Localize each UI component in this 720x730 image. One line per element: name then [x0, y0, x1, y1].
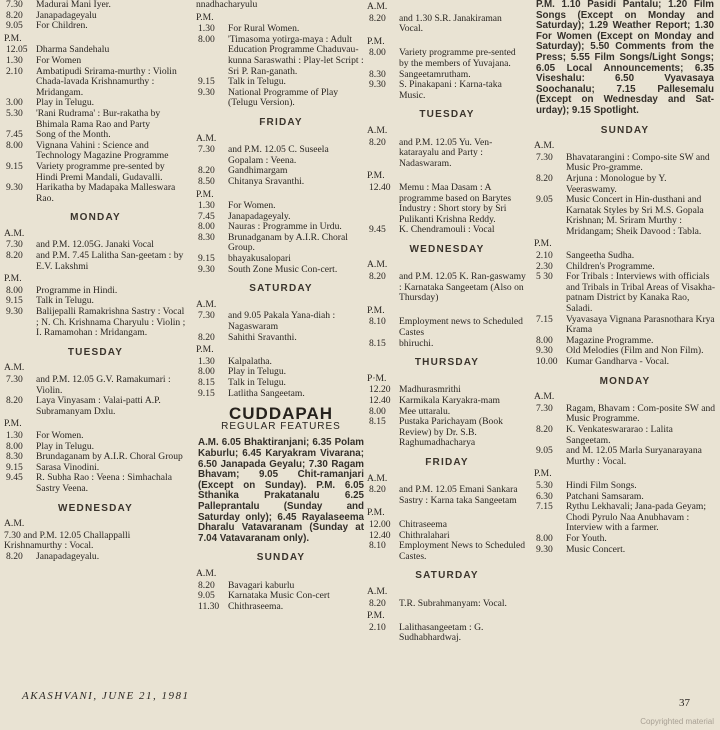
- entry-description: For Tribals : Interviews with officials and Tribals in Tribal Areas of Visakha-patnam District by Kanaka Rao, Saladi.: [566, 271, 716, 315]
- period-label: P.M.: [367, 304, 385, 316]
- period-label: P.M.: [196, 188, 214, 200]
- entry-time: 1.30: [6, 429, 23, 441]
- day-heading: SUNDAY: [256, 552, 306, 564]
- entry-description: Talk in Telugu.: [228, 377, 286, 388]
- day-heading: SUNDAY: [600, 124, 650, 136]
- entry-time: 12.40: [369, 529, 391, 541]
- schedule-entry: [4, 0, 187, 11]
- entry-time: 9.45: [369, 224, 386, 236]
- entry-description: and P.M. 12.05 C. Suseela Gopalam : Veena.: [228, 144, 329, 166]
- entry-time: 8.20: [369, 271, 386, 283]
- entry-time: 8.20: [6, 395, 23, 407]
- schedule-entry: [4, 141, 187, 162]
- entry-time: 8.30: [6, 451, 23, 463]
- entry-time: 9.05: [536, 445, 553, 457]
- entry-time: 8.00: [6, 284, 23, 296]
- schedule-entry: [4, 11, 187, 22]
- entry-description: Play in Telugu.: [36, 440, 95, 452]
- copyright-notice: Copyrighted material: [640, 717, 714, 726]
- period-label: P.M.: [4, 273, 22, 285]
- entry-description: 'Timasoma yotirga-maya : Adult Education Programme Chaduvau-kunna Saraswathi : Play-let Script : Sri P. Ran-ganath.: [228, 33, 364, 77]
- entry-time: 9.15: [198, 76, 215, 88]
- entry-time: 7.30: [198, 144, 215, 156]
- entry-time: 12.40: [369, 395, 391, 406]
- entry-time: 9.30: [198, 263, 215, 275]
- column-1: [4, 0, 187, 563]
- schedule-entry: [4, 56, 187, 67]
- entry-description: Pustaka Parichayam (Book Review) by Dr. S.B. Raghumadhacharya: [399, 416, 503, 449]
- entry-description: Children's Programme.: [566, 260, 655, 272]
- entry-time: 9.45: [6, 472, 23, 484]
- entry-description: and P.M. 12.05G. Janaki Vocal: [36, 239, 154, 251]
- entry-time: 9.30: [6, 182, 23, 194]
- entry-description: Song of the Month.: [36, 129, 111, 141]
- entry-description: For Women.: [36, 429, 84, 441]
- entry-description: Patchani Samsaram.: [566, 490, 644, 502]
- column-3: [367, 0, 527, 644]
- entry-description: and P.M. 12.05 G.V. Ramakumari : Violin.: [36, 374, 171, 396]
- period-label: P.M.: [196, 344, 214, 356]
- entry-time: 8.30: [198, 231, 215, 243]
- entry-time: 9.05: [6, 20, 23, 32]
- period-label: P.M.: [367, 35, 385, 47]
- schedule-entry: [196, 233, 366, 254]
- entry-time: 8.20: [369, 597, 386, 609]
- entry-description: Bavagari kaburlu: [228, 579, 295, 591]
- entry-description: Chitanya Sravanthi.: [228, 175, 305, 187]
- schedule-entry: [534, 174, 716, 195]
- entry-time: 12.20: [369, 384, 391, 396]
- entry-description: Arjuna : Monologue by Y. Veeraswamy.: [566, 172, 667, 195]
- day-heading: MONDAY: [70, 212, 121, 224]
- schedule-entry: [196, 311, 366, 332]
- entry-description: Harikatha by Madapaka Malleswara Rao.: [36, 182, 176, 204]
- schedule-entry: [367, 14, 527, 35]
- entry-description: and P.M. 12.05 K. Ran-gaswamy : Karnataka Sangeetam (Also on Thursday): [399, 271, 526, 304]
- schedule-entry: [4, 109, 187, 130]
- entry-time: 9.30: [369, 79, 386, 91]
- schedule-entry: [4, 375, 187, 396]
- entry-description: Ragam, Bhavam : Com-posite SW and Music Programme.: [566, 402, 716, 425]
- schedule-entry: [4, 531, 187, 552]
- schedule-entry: [367, 48, 527, 69]
- schedule-entry: [4, 286, 187, 297]
- entry-description: Talk in Telugu.: [36, 295, 94, 307]
- period-label: A.M.: [4, 227, 25, 239]
- entry-time: 8.20: [198, 579, 215, 591]
- entry-time: 9.30: [6, 306, 23, 318]
- entry-description: Sangeetamrutham.: [399, 68, 471, 80]
- entry-description: Music Concert in Hin-dusthani and Karnatak Styles by Sri M.S. Gopala Krishnan; M. Sriram Murthy : Mridangam; Sheik Davood : Tabla.: [566, 194, 704, 237]
- entry-description: Hindi Film Songs.: [566, 479, 637, 491]
- entry-description: bhayakusalopari: [228, 253, 291, 265]
- schedule-entry: [4, 251, 187, 272]
- entry-time: 8.00: [369, 47, 386, 59]
- schedule-entry: [367, 485, 527, 506]
- entry-description: 'Rani Rudrama' : Bur-rakatha by Bhimala Rama Rao and Party: [36, 107, 161, 130]
- entry-time: 8.15: [198, 377, 215, 388]
- entry-description: and P.M. 7.45 Lalitha San-geetam : by E.V. Lakshmi: [36, 250, 184, 272]
- entry-description: Variety programme pre-sented by Hindi Premi Mandali, Gudavalli.: [36, 160, 165, 183]
- entry-description: Janapadageyalu.: [36, 550, 100, 562]
- schedule-entry: [196, 35, 366, 77]
- schedule-entry: [367, 80, 527, 101]
- entry-time: 7.45: [198, 210, 215, 222]
- entry-description: K. Chendramouli : Vocal: [399, 224, 495, 236]
- entry-description: Vignana Vahini : Science and Technology Magazine Programme: [36, 139, 169, 162]
- entry-description: National Programme of Play (Telugu Version).: [228, 86, 339, 109]
- entry-description: and M. 12.05 Marla Suryanarayana Murthy : Vocal.: [566, 445, 702, 467]
- regular-features-text: A.M. 6.05 Bhaktiranjani; 6.35 Polam Kaburlu; 6.45 Karyakram Vivarana; 6.50 Janapada Geyalu; 7.30 Ragam Bhavam; 9.05 Chit-ramanjari (Except on Sunday). P.M. 6.05 Sthanika Prakatanalu 6.25 Palleprantalu (Sunday and Saturday only); 6.45 Rayalaseema Dharalu Vatavaranam (Sunday at 7.04 Vatavaranam only).: [198, 437, 364, 544]
- schedule-entry: [196, 378, 366, 389]
- schedule-entry: [196, 177, 366, 188]
- entry-time: 12.40: [369, 181, 391, 193]
- period-label: P.M.: [534, 238, 552, 250]
- entry-time: 9.15: [198, 387, 215, 399]
- entry-time: 9.15: [6, 160, 23, 172]
- entry-description: Gandhimargam: [228, 165, 288, 177]
- schedule-entry: [196, 145, 366, 166]
- entry-description: R. Subha Rao : Veena : Simhachala Sastry Veena.: [36, 472, 172, 494]
- period-label: A.M.: [196, 298, 217, 310]
- station-heading: CUDDAPAH: [228, 404, 333, 424]
- period-label: A.M.: [367, 259, 388, 271]
- schedule-entry: [367, 541, 527, 562]
- entry-time: 7.30: [198, 310, 215, 322]
- entry-description: bhiruchi.: [399, 337, 434, 349]
- entry-description: Magazine Programme.: [566, 334, 654, 346]
- schedule-entry: [534, 357, 716, 368]
- entry-description: 7.30 and P.M. 12.05 Challappalli Krishnamurthy : Vocal.: [4, 529, 131, 552]
- entry-time: 12.05: [6, 44, 28, 56]
- schedule-entry: [4, 21, 187, 32]
- entry-description: Sahithi Sravanthi.: [228, 331, 297, 343]
- schedule-entry: [534, 446, 716, 467]
- period-label: A.M.: [534, 140, 555, 152]
- entry-time: 1.30: [198, 355, 215, 367]
- schedule-entry: [4, 307, 187, 339]
- entry-time: 3.00: [6, 97, 23, 109]
- schedule-entry: [4, 67, 187, 99]
- schedule-entry: [4, 396, 187, 417]
- entry-time: 6.30: [536, 490, 553, 502]
- entry-description: For Women.: [228, 200, 276, 212]
- entry-time: 7.15: [536, 313, 553, 325]
- entry-time: 8.20: [369, 136, 386, 148]
- page-number: 37: [679, 697, 690, 709]
- schedule-entry: [367, 417, 527, 449]
- entry-time: 8.20: [6, 250, 23, 262]
- schedule-entry: [534, 481, 716, 492]
- day-heading: WEDNESDAY: [58, 502, 133, 514]
- schedule-entry: [534, 545, 716, 556]
- regular-features-text: P.M. 1.10 Pasidi Pantalu; 1.20 Film Songs (Except on Monday and Saturday); 1.29 Weather Report; 1.30 For Women (Except on Monday and Saturday); 5.50 Comments from the Press; 5.55 Film Songs/Light Songs; 6.05 Local Announcements; 6.35 Viseshalu: 6.50 Vyavasaya Soochanalu; 7.15 Pallesemalu (Except on Wednesday and Sat-urday); 9.15 Spotlight.: [536, 0, 714, 116]
- entry-time: 7.30: [6, 374, 23, 385]
- entry-description: Kumar Gandharva - Vocal.: [566, 356, 670, 367]
- entry-description: South Zone Music Con-cert.: [228, 263, 338, 275]
- period-label: P.M.: [367, 170, 385, 182]
- entry-time: 8.00: [369, 405, 386, 417]
- schedule-entry: [534, 153, 716, 174]
- entry-description: Play in Telugu.: [228, 366, 287, 378]
- schedule-entry: [196, 602, 366, 613]
- entry-time: 8.00: [6, 139, 23, 151]
- entry-time: 8.50: [198, 175, 215, 187]
- entry-description: Brundaganam by A.I.R. Choral Group: [36, 451, 183, 463]
- day-heading: WEDNESDAY: [409, 243, 485, 255]
- entry-time: 8.20: [536, 172, 553, 184]
- column-2: [196, 0, 366, 612]
- entry-description: Nauras : Programme in Urdu.: [228, 221, 342, 233]
- schedule-entry: [4, 431, 187, 442]
- entry-time: 1.30: [198, 23, 215, 35]
- entry-time: 2.10: [369, 621, 386, 633]
- entry-description: Music Concert.: [566, 543, 626, 555]
- entry-description: Old Melodies (Film and Non Film).: [566, 345, 704, 357]
- entry-description: Balijepalli Ramakrishna Sastry : Vocal ; N. Ch. Krishnama Charyulu : Violin ; I. Ramamohan : Mridangam.: [36, 306, 186, 339]
- entry-description: Bhavatarangini : Compo-site SW and Music Pro-gramme.: [566, 151, 710, 174]
- entry-description: Chithraseema.: [228, 600, 284, 612]
- day-heading: THURSDAY: [414, 357, 480, 369]
- entry-description: Memu : Maa Dasam : A programme based on Barytes Industry : Short story by Sri Pulikanti Krishna Reddy.: [399, 181, 512, 225]
- day-heading: MONDAY: [599, 375, 651, 387]
- period-label: A.M.: [367, 585, 388, 597]
- entry-time: 8.00: [198, 366, 215, 378]
- day-heading: FRIDAY: [259, 116, 303, 128]
- entry-time: 8.20: [6, 9, 23, 21]
- period-label: P.M.: [196, 11, 214, 23]
- entry-description: Dharma Sandehalu: [36, 44, 110, 56]
- entry-time: 9.30: [536, 543, 553, 555]
- entry-description: For Youth.: [566, 532, 607, 544]
- entry-description: Vyavasaya Vignana Parasnothara Krya Krama: [566, 313, 715, 336]
- entry-description: For Women: [36, 54, 82, 66]
- entry-time: 8.20: [369, 12, 386, 24]
- entry-time: 5.30: [536, 479, 553, 491]
- entry-time: 8.00: [198, 33, 215, 45]
- period-label: A.M.: [367, 472, 388, 484]
- schedule-entry: [367, 599, 527, 610]
- entry-description: and P.M. 12.05 Yu. Ven-katarayalu and Party : Nadaswaram.: [399, 136, 493, 169]
- entry-time: 9.15: [6, 295, 23, 307]
- footer-publication: AKASHVANI, JUNE 21, 1981: [22, 690, 190, 702]
- period-label: P.M.: [4, 32, 22, 44]
- entry-description: Lalithasangeetam : G. Sudhabhardwaj.: [399, 621, 484, 644]
- entry-time: 8.20: [198, 331, 215, 343]
- entry-description: S. Pinakapani : Karna-taka Music.: [399, 79, 502, 101]
- period-label: P.M.: [4, 418, 22, 430]
- entry-time: 9.30: [198, 86, 215, 98]
- schedule-entry: [534, 195, 716, 237]
- entry-time: 9.30: [536, 345, 553, 357]
- schedule-entry: [196, 265, 366, 276]
- entry-time: 9.15: [6, 461, 23, 473]
- entry-time: 8.30: [369, 68, 386, 80]
- entry-time: 5 30: [536, 271, 553, 283]
- entry-time: 1.30: [6, 54, 23, 66]
- entry-time: 8.10: [369, 540, 386, 552]
- entry-description: nnadhacharyulu: [196, 0, 258, 10]
- entry-description: Employment news to Scheduled Castes: [399, 316, 523, 339]
- entry-description: Talk in Telugu.: [228, 76, 286, 88]
- day-heading: TUESDAY: [419, 109, 475, 121]
- schedule-entry: [367, 183, 527, 225]
- entry-description: Karnataka Music Con-cert: [228, 590, 330, 602]
- entry-description: and P.M. 12.05 Emani Sankara Sastry : Karna taka Sangeetam: [399, 484, 518, 506]
- schedule-entry: [4, 183, 187, 204]
- entry-time: 8.20: [369, 484, 386, 496]
- entry-description: Play in Telugu.: [36, 97, 95, 109]
- schedule-entry: [4, 45, 187, 56]
- schedule-entry: [367, 396, 527, 407]
- schedule-entry: [196, 333, 366, 344]
- schedule-entry: [196, 389, 366, 400]
- entry-description: For Children.: [36, 20, 88, 32]
- entry-time: 7.30: [536, 402, 553, 414]
- entry-time: 8.00: [6, 440, 23, 452]
- column-4: [534, 0, 716, 555]
- entry-time: 2.10: [536, 250, 553, 262]
- entry-time: 8.15: [369, 337, 386, 349]
- period-label: A.M.: [196, 567, 217, 579]
- entry-time: 8.20: [6, 550, 23, 562]
- schedule-entry: [534, 502, 716, 534]
- schedule-entry: [367, 339, 527, 350]
- schedule-entry: [534, 534, 716, 545]
- entry-time: 9.15: [198, 253, 215, 265]
- entry-time: 2.10: [6, 65, 23, 77]
- day-heading: FRIDAY: [425, 456, 469, 468]
- entry-time: 7.30: [6, 0, 23, 10]
- schedule-entry: [4, 162, 187, 183]
- entry-time: 2.30: [536, 260, 553, 272]
- entry-description: Sangeetha Sudha.: [566, 250, 635, 262]
- period-label: A.M.: [4, 362, 25, 374]
- entry-description: Karmikala Karyakra-mam: [399, 395, 500, 406]
- day-heading: TUESDAY: [67, 346, 124, 358]
- entry-description: Janapadageyaly.: [228, 210, 291, 222]
- entry-time: 5.30: [6, 107, 23, 119]
- schedule-entry: [367, 520, 527, 531]
- section-subheading: REGULAR FEATURES: [221, 420, 341, 432]
- entry-time: 12.00: [369, 518, 391, 530]
- period-label: P.M.: [534, 468, 552, 480]
- period-label: P·M.: [367, 372, 387, 384]
- schedule-entry: [196, 0, 366, 11]
- entry-time: 7.15: [536, 501, 553, 513]
- schedule-entry: [534, 404, 716, 425]
- schedule-entry: [534, 425, 716, 446]
- period-label: A.M.: [534, 391, 555, 403]
- entry-description: Kalpalatha.: [228, 355, 272, 367]
- period-label: A.M.: [196, 132, 217, 144]
- entry-description: Laya Vinyasam : Valai-patti A.P. Subramanyam Dxlu.: [36, 395, 161, 417]
- period-label: A.M.: [367, 1, 388, 12]
- entry-description: Janapadageyalu: [36, 9, 97, 21]
- schedule-entry: [534, 272, 716, 314]
- entry-description: K. Venkateswararao : Lalita Sangeetam.: [566, 423, 673, 446]
- entry-time: 8.00: [536, 334, 553, 346]
- period-label: A.M.: [367, 124, 388, 136]
- period-label: P.M.: [367, 507, 385, 519]
- schedule-entry: [367, 272, 527, 304]
- schedule-entry: [196, 88, 366, 109]
- entry-time: 9.05: [536, 194, 553, 206]
- entry-description: T.R. Subrahmanyam: Vocal.: [399, 597, 507, 609]
- period-label: A.M.: [4, 518, 25, 530]
- entry-time: 7.45: [6, 129, 23, 141]
- entry-time: 7.30: [6, 239, 23, 251]
- entry-description: Ambatipudi Srirama-murthy : Violin Chada-lavada Krishnamurthy : Mridangam.: [36, 65, 177, 98]
- entry-description: Madurai Mani Iyer.: [36, 0, 111, 10]
- entry-description: Latlitha Sangeetam.: [228, 387, 305, 399]
- entry-description: Madhurasmrithi: [399, 384, 461, 396]
- schedule-entry: [367, 225, 527, 236]
- schedule-entry: [4, 473, 187, 494]
- entry-description: and 1.30 S.R. Janakiraman Vocal.: [399, 12, 502, 35]
- entry-time: 9.05: [198, 590, 215, 602]
- entry-description: Variety programme pre-sented by the members of Yuvajana.: [399, 47, 516, 69]
- entry-time: 10.00: [536, 356, 558, 367]
- entry-description: Rythu Lekhavali; Jana-pada Geyam; Chodi Pyrulo Naa Anubhavam : Interview with a farmer.: [566, 501, 707, 534]
- period-label: P.M.: [367, 610, 385, 622]
- entry-time: 8.10: [369, 316, 386, 328]
- entry-description: and 9.05 Pakala Yana-diah : Nagaswaram: [228, 310, 336, 333]
- entry-description: For Rural Women.: [228, 23, 300, 35]
- entry-description: Mee uttaralu.: [399, 405, 451, 417]
- entry-description: Programme in Hindi.: [36, 284, 118, 296]
- entry-description: Employment News to Scheduled Castes.: [399, 540, 526, 562]
- schedule-entry: [367, 317, 527, 338]
- entry-description: Brunadganam by A.I.R. Choral Group.: [228, 231, 348, 254]
- entry-time: 7.30: [536, 151, 553, 163]
- entry-description: Chitraseema: [399, 518, 447, 530]
- schedule-entry: [367, 138, 527, 170]
- entry-time: 8.15: [369, 416, 386, 428]
- day-heading: SATURDAY: [249, 283, 313, 295]
- entry-time: 8.20: [198, 165, 215, 177]
- entry-time: 8.00: [198, 221, 215, 233]
- schedule-entry: [534, 315, 716, 336]
- entry-time: 1.30: [198, 200, 215, 212]
- entry-description: Chithralahari: [399, 529, 450, 541]
- entry-description: Sarasa Vinodini.: [36, 461, 100, 473]
- entry-time: 8.20: [536, 423, 553, 435]
- day-heading: SATURDAY: [415, 570, 479, 582]
- entry-time: 8.00: [536, 532, 553, 544]
- entry-time: 11.30: [198, 600, 220, 612]
- schedule-entry: [367, 623, 527, 644]
- schedule-entry: [4, 552, 187, 563]
